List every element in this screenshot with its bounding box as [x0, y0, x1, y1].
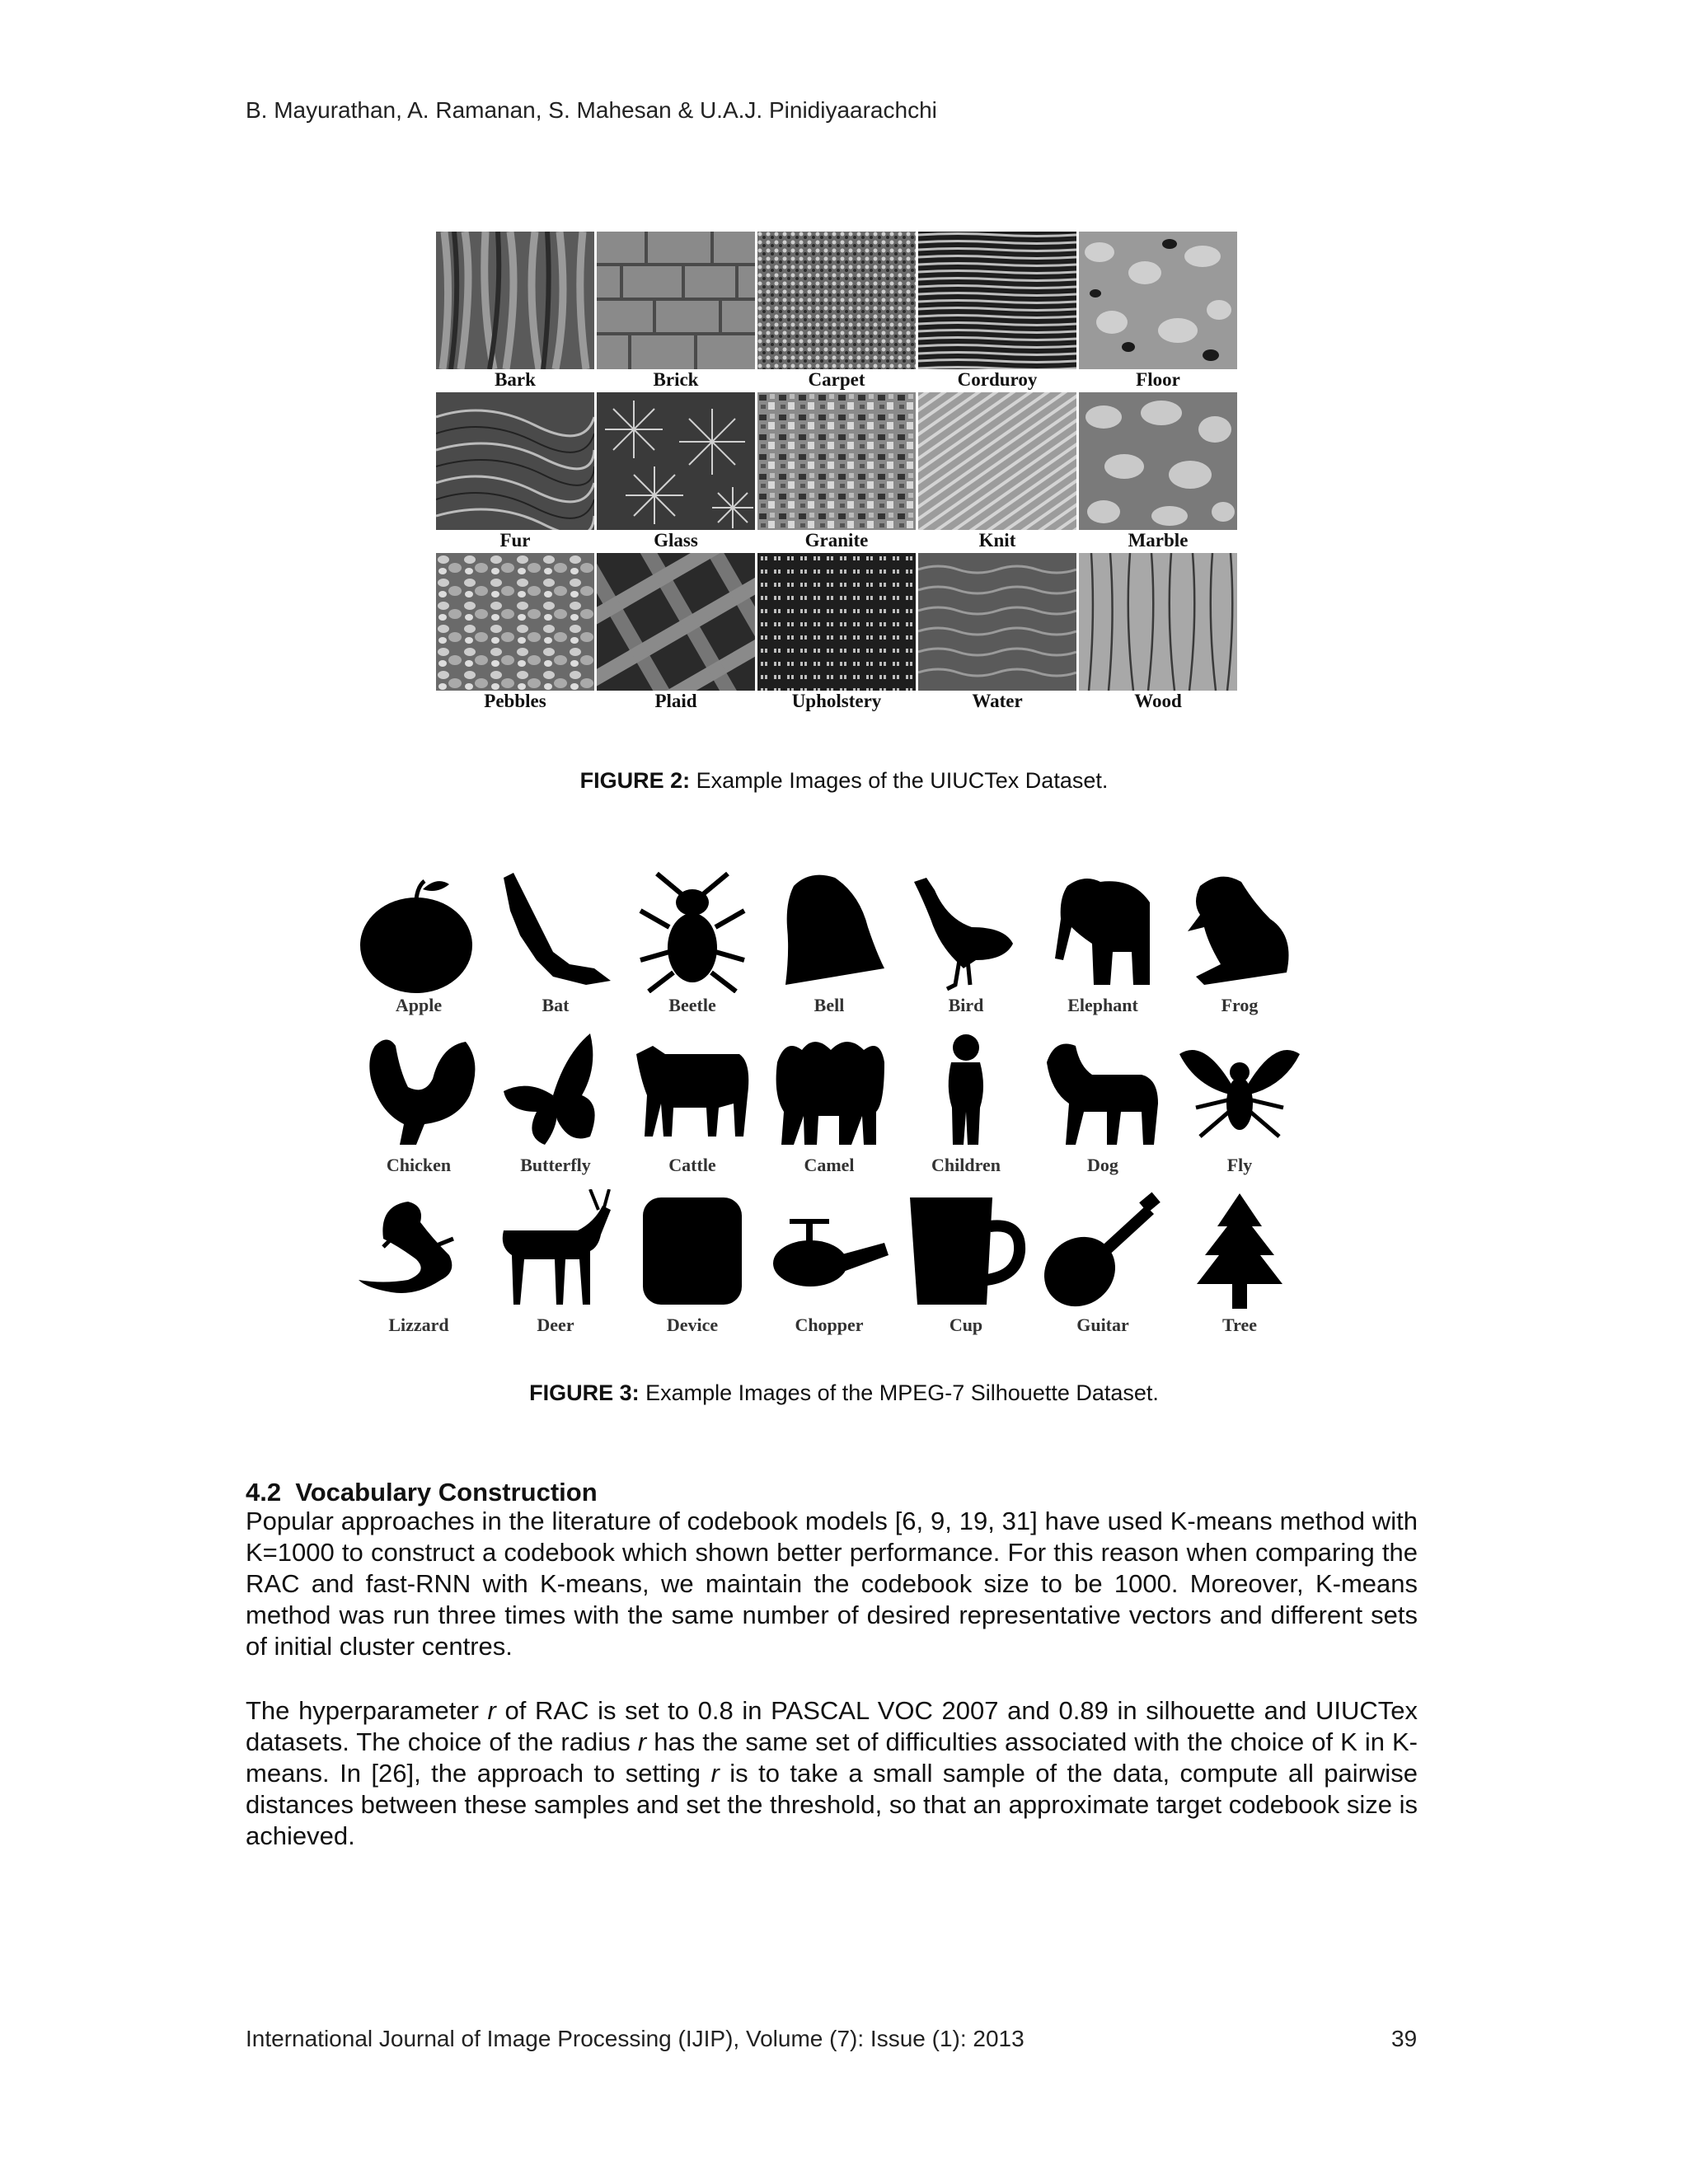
texture-label: Knit — [978, 530, 1016, 551]
radius-symbol: r — [710, 1759, 720, 1788]
camel-icon — [761, 1029, 898, 1153]
silhouette-device — [624, 1189, 761, 1338]
silhouette-label: Deer — [537, 1315, 574, 1335]
fly-icon — [1171, 1029, 1308, 1153]
silhouette-label: Lizzard — [388, 1315, 449, 1335]
corduroy-image — [918, 232, 1076, 369]
para2-text-3: has the same set of difficulties associated with the choice of K in K-means. In [26], the approach to setting — [246, 1727, 1418, 1788]
texture-brick — [597, 232, 755, 392]
silhouette-label: Tree — [1222, 1315, 1257, 1335]
paragraph-1: Popular approaches in the literature of codebook models [6, 9, 19, 31] have used K-means method with K=1000 to construct a codebook which shown better performance. For this reason when comparing the RAC and fast-RNN with K-means, we maintain the codebook size to be 1000. Moreover, K-means method was run three times with the same number of desired representative vectors and different sets of initial cluster centres. — [246, 1507, 1418, 1661]
upholstery-image — [757, 553, 916, 691]
paragraph-2 — [246, 1695, 1418, 1852]
texture-label: Granite — [804, 530, 869, 551]
silhouette-label: Bat — [542, 995, 570, 1015]
plaid-image — [597, 553, 755, 691]
footer-journal: International Journal of Image Processing (IJIP), Volume (7): Issue (1): 2013 — [246, 2026, 1025, 2051]
radius-symbol: r — [487, 1696, 496, 1725]
para2-text-2: of RAC is set to 0.8 in PASCAL VOC 2007 and 0.89 in silhouette and UIUCTex datasets. The choice of the radius — [246, 1696, 1418, 1756]
guitar-icon — [1034, 1189, 1171, 1313]
bell-icon — [761, 869, 898, 993]
texture-label: Glass — [654, 530, 698, 551]
texture-marble — [1079, 392, 1237, 553]
silhouette-label: Cattle — [668, 1155, 716, 1175]
brick-image — [597, 232, 755, 369]
texture-label: Fur — [499, 530, 531, 551]
silhouette-children — [898, 1029, 1034, 1178]
silhouette-label: Cup — [949, 1315, 983, 1335]
figure2-caption-label: FIGURE 2: — [579, 768, 691, 793]
texture-label: Marble — [1128, 530, 1189, 551]
floor-image — [1079, 232, 1237, 369]
silhouette-fly — [1171, 1029, 1308, 1178]
texture-glass — [597, 392, 755, 553]
para2-text-4: is to take a small sample of the data, compute all pairwise distances between these samples and set the threshold, so that an approximate target codebook size is achieved. — [246, 1759, 1418, 1850]
figure2-caption-text: Example Images of the UIUCTex Dataset. — [690, 768, 1109, 793]
silhouette-lizzard — [350, 1189, 487, 1338]
running-header: B. Mayurathan, A. Ramanan, S. Mahesan & U.A.J. Pinidiyaarachchi — [246, 97, 937, 123]
silhouette-chopper — [761, 1189, 898, 1338]
texture-label: Plaid — [654, 691, 697, 711]
silhouette-guitar — [1034, 1189, 1171, 1338]
silhouette-label: Elephant — [1067, 995, 1138, 1015]
pebbles-image — [436, 553, 594, 691]
para2-text-1: The hyperparameter — [246, 1696, 488, 1725]
texture-label: Upholstery — [791, 691, 882, 711]
texture-upholstery — [757, 553, 916, 714]
section-title: Vocabulary Construction — [295, 1478, 598, 1507]
beetle-icon — [624, 869, 761, 993]
frog-icon — [1171, 869, 1308, 993]
texture-floor — [1079, 232, 1237, 392]
glass-image — [597, 392, 755, 530]
silhouette-label: Chicken — [386, 1155, 452, 1175]
deer-icon — [487, 1189, 624, 1313]
elephant-icon — [1034, 869, 1171, 993]
silhouette-label: Bell — [814, 995, 845, 1015]
silhouette-camel — [761, 1029, 898, 1178]
silhouette-elephant — [1034, 869, 1171, 1018]
silhouette-bell — [761, 869, 898, 1018]
silhouette-label: Frog — [1221, 995, 1259, 1015]
figure3-caption-label: FIGURE 3: — [529, 1380, 640, 1405]
section-heading — [246, 1478, 598, 1507]
silhouette-label: Beetle — [668, 995, 716, 1015]
texture-carpet — [757, 232, 916, 392]
marble-image — [1079, 392, 1237, 530]
silhouette-chicken — [350, 1029, 487, 1178]
apple-icon — [350, 869, 487, 993]
cup-icon — [898, 1189, 1034, 1313]
section-number: 4.2 — [246, 1478, 282, 1507]
texture-figure — [436, 232, 1237, 714]
silhouette-label: Guitar — [1076, 1315, 1129, 1335]
carpet-image — [757, 232, 916, 369]
bat-icon — [487, 869, 624, 993]
texture-label: Water — [972, 691, 1023, 711]
texture-plaid — [597, 553, 755, 714]
texture-bark — [436, 232, 594, 392]
butterfly-icon — [487, 1029, 624, 1153]
silhouette-dog — [1034, 1029, 1171, 1178]
chopper-icon — [761, 1189, 898, 1313]
wood-image — [1079, 553, 1237, 691]
silhouette-frog — [1171, 869, 1308, 1018]
silhouette-label: Dog — [1087, 1155, 1118, 1175]
silhouette-beetle — [624, 869, 761, 1018]
silhouette-label: Children — [931, 1155, 1001, 1175]
texture-label: Pebbles — [484, 691, 546, 711]
chicken-icon — [350, 1029, 487, 1153]
texture-label: Carpet — [808, 369, 865, 390]
figure3-caption — [0, 1380, 1688, 1406]
fur-image — [436, 392, 594, 530]
figure3-caption-text: Example Images of the MPEG-7 Silhouette Dataset. — [639, 1380, 1159, 1405]
silhouette-tree — [1171, 1189, 1308, 1338]
water-image — [918, 553, 1076, 691]
texture-label: Brick — [653, 369, 699, 390]
page-number: 39 — [1391, 2026, 1418, 2051]
silhouette-label: Chopper — [795, 1315, 864, 1335]
figure2-caption — [0, 768, 1688, 794]
silhouette-label: Device — [666, 1315, 719, 1335]
silhouette-butterfly — [487, 1029, 624, 1178]
dog-icon — [1034, 1029, 1171, 1153]
silhouette-deer — [487, 1189, 624, 1338]
knit-image — [918, 392, 1076, 530]
silhouette-label: Fly — [1226, 1155, 1253, 1175]
silhouette-figure — [350, 869, 1308, 1338]
bark-image — [436, 232, 594, 369]
silhouette-cup — [898, 1189, 1034, 1338]
bird-icon — [898, 869, 1034, 993]
silhouette-label: Camel — [804, 1155, 855, 1175]
texture-corduroy — [918, 232, 1076, 392]
texture-granite — [757, 392, 916, 553]
texture-label: Wood — [1134, 691, 1182, 711]
tree-icon — [1171, 1189, 1308, 1313]
texture-wood — [1079, 553, 1237, 714]
texture-knit — [918, 392, 1076, 553]
radius-symbol: r — [637, 1727, 647, 1756]
texture-label: Corduroy — [957, 369, 1038, 390]
granite-image — [757, 392, 916, 530]
texture-label: Bark — [495, 369, 536, 390]
children-icon — [898, 1029, 1034, 1153]
silhouette-cattle — [624, 1029, 761, 1178]
texture-pebbles — [436, 553, 594, 714]
device-icon — [624, 1189, 761, 1313]
silhouette-bird — [898, 869, 1034, 1018]
texture-fur — [436, 392, 594, 553]
texture-label: Floor — [1136, 369, 1180, 390]
cattle-icon — [624, 1029, 761, 1153]
silhouette-label: Butterfly — [520, 1155, 591, 1175]
silhouette-bat — [487, 869, 624, 1018]
silhouette-label: Bird — [948, 995, 984, 1015]
texture-water — [918, 553, 1076, 714]
silhouette-apple — [350, 869, 487, 1018]
lizzard-icon — [350, 1189, 487, 1313]
silhouette-label: Apple — [395, 995, 443, 1015]
